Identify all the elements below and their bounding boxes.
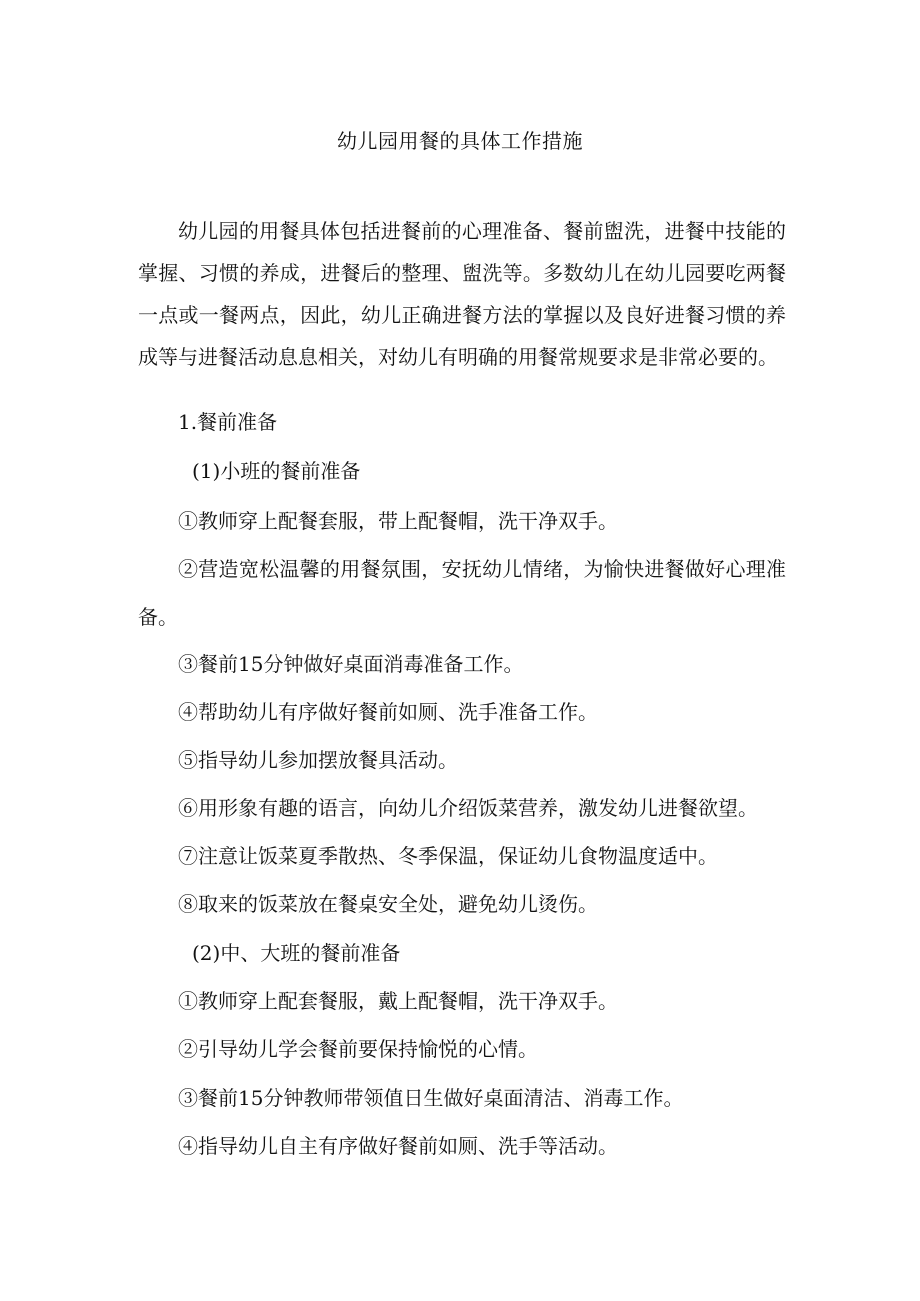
- list-item: ④指导幼儿自主有序做好餐前如厕、洗手等活动。: [178, 1134, 618, 1158]
- intro-paragraph: 幼儿园的用餐具体包括进餐前的心理准备、餐前盥洗，进餐中技能的掌握、习惯的养成，进餐后的整理、盥洗等。多数幼儿在幼儿园要吃两餐一点或一餐两点，因此，幼儿正确进餐方法的掌握以及良好进餐习惯的养成等与进餐活动息息相关，对幼儿有明确的用餐常规要求是非常必要的。: [138, 219, 786, 369]
- subsection-heading-middle-large-class: (2)中、大班的餐前准备: [192, 941, 401, 965]
- list-item: ⑤指导幼儿参加摆放餐具活动。: [178, 748, 458, 772]
- document-title: 幼儿园用餐的具体工作措施: [337, 129, 583, 153]
- list-item: ①教师穿上配套餐服，戴上配餐帽，洗干净双手。: [178, 989, 618, 1013]
- list-item: ③餐前15分钟做好桌面消毒准备工作。: [178, 652, 524, 676]
- list-item: ④帮助幼儿有序做好餐前如厕、洗手准备工作。: [178, 700, 598, 724]
- list-item: ③餐前15分钟教师带领值日生做好桌面清洁、消毒工作。: [178, 1086, 684, 1110]
- section-heading: 1.餐前准备: [178, 410, 278, 434]
- list-item: ⑥用形象有趣的语言，向幼儿介绍饭菜营养，激发幼儿进餐欲望。: [178, 796, 758, 820]
- list-item: ①教师穿上配餐套服，带上配餐帽，洗干净双手。: [178, 509, 618, 533]
- list-item: ⑧取来的饭菜放在餐桌安全处，避免幼儿烫伤。: [178, 892, 598, 916]
- list-item: ⑦注意让饭菜夏季散热、冬季保温，保证幼儿食物温度适中。: [178, 844, 718, 868]
- subsection-heading-small-class: (1)小班的餐前准备: [192, 459, 361, 483]
- list-item: ②引导幼儿学会餐前要保持愉悦的心情。: [178, 1037, 538, 1061]
- list-item: ②营造宽松温馨的用餐氛围，安抚幼儿情绪，为愉快进餐做好心理准备。: [138, 557, 786, 629]
